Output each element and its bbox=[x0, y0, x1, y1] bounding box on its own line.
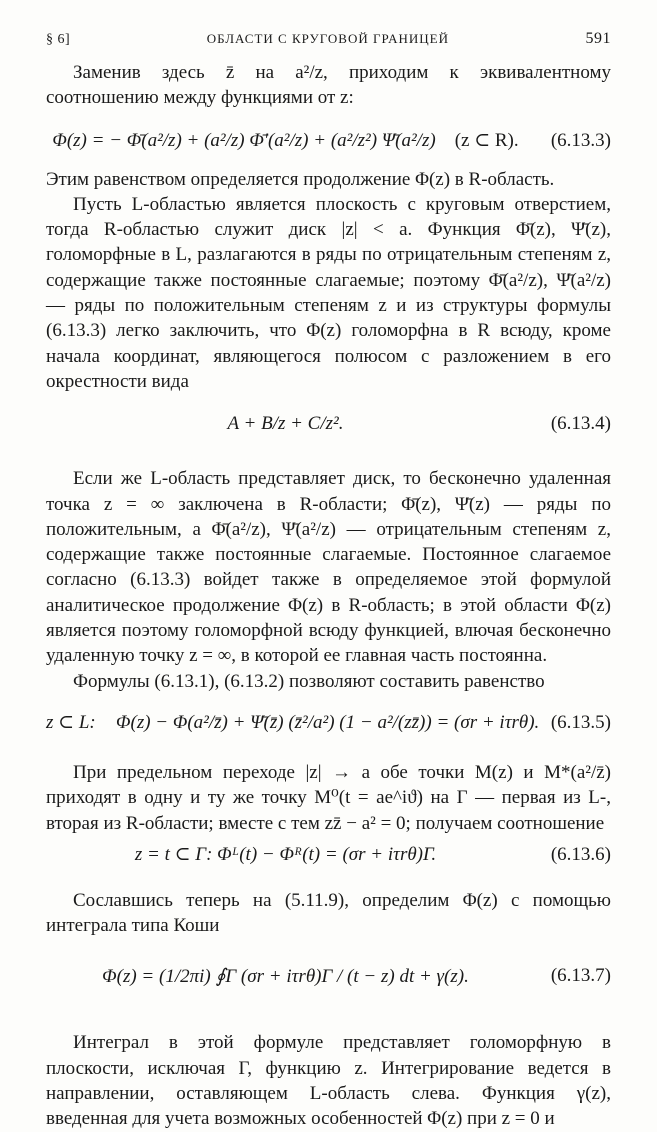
paragraph-5: Формулы (6.13.1), (6.13.2) позволяют составить равенство bbox=[73, 670, 545, 692]
page bbox=[46, 30, 611, 1132]
paragraph-7: Сославшись теперь на (5.11.9), определим Φ(z) с помощью интеграла типа Коши bbox=[46, 889, 611, 937]
formula-6-13-5-domain: z ⊂ L: bbox=[46, 712, 96, 734]
formula-6-13-4-number: (6.13.4) bbox=[550, 413, 611, 435]
paragraph-2: Этим равенством определяется продолжение Φ(z) в R-область. bbox=[46, 168, 555, 190]
section-marker: § 6] bbox=[46, 32, 71, 47]
formula-6-13-7-body: Φ(z) = (1/2πi) ∮Γ (σr + iτrθ)Γ / (t − z) dt + γ(z). bbox=[102, 965, 469, 987]
paragraph-6: При предельном переходе |z| → a обе точки M(z) и M*(a²/z̄) приходят в одну и ту же точку M⁰(t = ae^iϑ) на Γ — первая из L-, вторая из R-области; вместе с тем zz̄ − a² = 0; получаем соотношение bbox=[46, 761, 611, 834]
formula-6-13-6-body: z = t ⊂ Γ: Φᴸ(t) − Φᴿ(t) = (σr + iτrθ)Γ. bbox=[134, 844, 437, 866]
paragraph-8: Интеграл в этой формуле представляет голоморфную в плоскости, исключая Γ, функцию z. Интегрирование ведется в направлении, оставляющем L-область слева. Функция γ(z), введенная для учета возможных особенностей Φ(z) при z = 0 и bbox=[46, 1032, 611, 1130]
formula-6-13-5-body: Φ(z) − Φ(a²/z̄) + Ψ̄(z̄) (z̄²/a²) (1 − a²/(zz̄)) = (σr + iτrθ). bbox=[116, 711, 540, 733]
formula-6-13-3-body: Φ(z) = − Φ̄(a²/z) + (a²/z) Φ̄′(a²/z) + (a²/z²) Ψ̄(a²/z) bbox=[52, 130, 436, 152]
formula-6-13-3-condition: (z ⊂ R). bbox=[454, 130, 519, 152]
formula-6-13-6-number: (6.13.6) bbox=[550, 843, 611, 865]
paragraph-1: Заменив здесь z̄ на a²/z, приходим к эквивалентному соотношению между функциями от z: bbox=[46, 62, 611, 109]
formula-6-13-4-body: A + B/z + C/z². bbox=[227, 413, 344, 435]
formula-6-13-7 bbox=[46, 940, 611, 1012]
formula-6-13-5 bbox=[46, 700, 611, 746]
formula-6-13-4 bbox=[46, 396, 611, 452]
paragraph-3: Пусть L-областью является плоскость с круговым отверстием, тогда R-областью служит диск |z| < a. Функция Φ̄(z), Ψ̄(z), голоморфные в L, разлагаются в ряды по отрицательным степеням z, содержащие также постоянные слагаемые; поэтому Φ̄(a²/z), Ψ̄(a²/z) — ряды по положительным степеням z и из структуры формулы (6.13.3) легко заключить, что Φ(z) голоморфна в R всюду, кроме начала координат, являющегося полюсом с разложением в его окрестности вида bbox=[46, 193, 611, 392]
running-title: ОБЛАСТИ С КРУГОВОЙ ГРАНИЦЕЙ bbox=[206, 31, 449, 46]
formula-6-13-6 bbox=[46, 836, 611, 874]
formula-6-13-5-number: (6.13.5) bbox=[550, 711, 611, 733]
formula-6-13-3-number: (6.13.3) bbox=[550, 129, 611, 151]
running-header bbox=[46, 30, 611, 60]
paragraph-4: Если же L-область представляет диск, то бесконечно удаленная точка z = ∞ заключена в R-области; Φ̄(z), Ψ̄(z) — ряды по положительным, а Φ̄(a²/z), Ψ̄(a²/z) — отрицательным степеням z, содержащие также постоянные слагаемые. Постоянное слагаемое согласно (6.13.3) войдет также в определяемое этой формулой аналитическое продолжение Φ(z) в R-область; в этой области Φ(z) является поэтому голоморфной всюду функцией, влючая бесконечно удаленную точку z = ∞, в которой ее главная часть постоянна. bbox=[46, 468, 611, 667]
formula-6-13-7-number: (6.13.7) bbox=[550, 965, 611, 987]
formula-6-13-3-expression bbox=[46, 129, 525, 152]
formula-6-13-3 bbox=[46, 115, 611, 167]
page-number: 591 bbox=[585, 30, 611, 47]
